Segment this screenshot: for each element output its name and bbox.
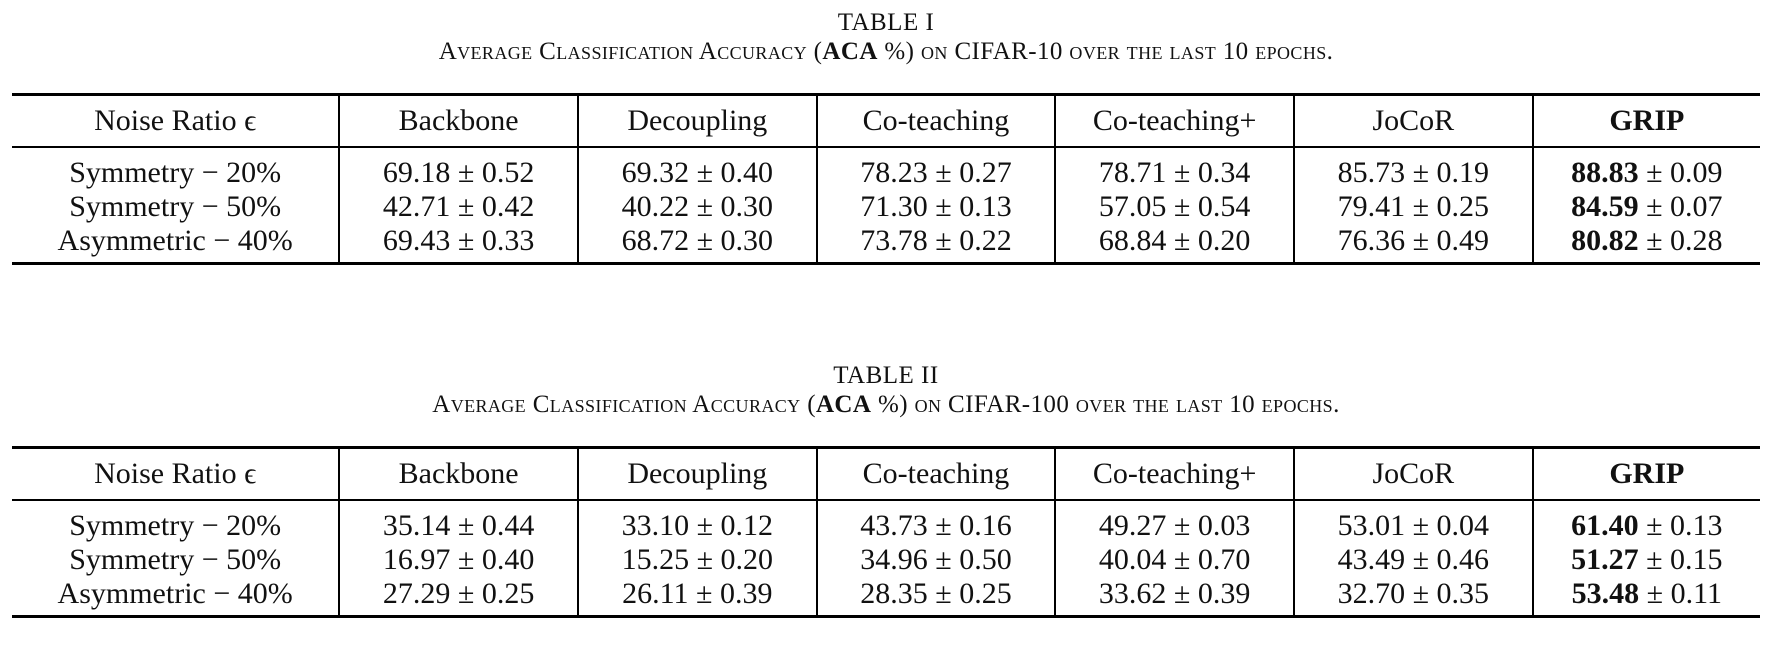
table-row xyxy=(12,543,1760,577)
backbone-cell: 42.71 ± 0.42 xyxy=(339,190,578,224)
noise-ratio-cell: Asymmetric − 40% xyxy=(57,577,293,610)
column-header-jocor: JoCoR xyxy=(1294,448,1533,501)
co-teaching-plus-cell: 40.04 ± 0.70 xyxy=(1055,543,1294,577)
column-header-grip: GRIP xyxy=(1533,95,1760,148)
co-teaching-cell: 43.73 ± 0.16 xyxy=(817,500,1056,543)
table-1 xyxy=(12,93,1760,265)
column-header-decoupling: Decoupling xyxy=(578,448,817,501)
decoupling-cell: 26.11 ± 0.39 xyxy=(578,577,817,617)
grip-best-mean: 61.40 xyxy=(1571,509,1639,542)
column-header-grip: GRIP xyxy=(1533,448,1760,501)
column-header-backbone: Backbone xyxy=(339,448,578,501)
table-1-title-suffix: %) on CIFAR-10 over the last 10 epochs. xyxy=(877,38,1334,65)
noise-ratio-cell: Symmetry − 50% xyxy=(69,190,282,223)
table-2-caption xyxy=(12,361,1760,419)
grip-cell xyxy=(1533,577,1760,617)
jocor-cell: 53.01 ± 0.04 xyxy=(1294,500,1533,543)
column-header-co-teaching-plus: Co-teaching+ xyxy=(1055,95,1294,148)
column-header-co-teaching: Co-teaching xyxy=(817,95,1056,148)
column-header-backbone: Backbone xyxy=(339,95,578,148)
grip-best-mean: 88.83 xyxy=(1571,156,1639,189)
jocor-cell: 76.36 ± 0.49 xyxy=(1294,224,1533,264)
co-teaching-plus-cell: 78.71 ± 0.34 xyxy=(1055,147,1294,190)
table-row xyxy=(12,224,1760,264)
column-header-jocor: JoCoR xyxy=(1294,95,1533,148)
grip-std: ± 0.09 xyxy=(1638,156,1723,189)
table-2-title-metric: ACA xyxy=(815,391,872,418)
co-teaching-plus-cell: 57.05 ± 0.54 xyxy=(1055,190,1294,224)
grip-best-mean: 51.27 xyxy=(1571,543,1639,576)
table-1-label: TABLE I xyxy=(837,9,935,36)
grip-best-mean: 80.82 xyxy=(1571,224,1639,257)
noise-ratio-cell: Symmetry − 20% xyxy=(69,156,282,189)
table-row xyxy=(12,577,1760,617)
jocor-cell: 79.41 ± 0.25 xyxy=(1294,190,1533,224)
backbone-cell: 69.18 ± 0.52 xyxy=(339,147,578,190)
table-2-title-suffix: %) on CIFAR-100 over the last 10 epochs. xyxy=(871,391,1340,418)
table-2 xyxy=(12,446,1760,618)
table-2-title xyxy=(12,390,1760,419)
table-2-block xyxy=(12,361,1760,618)
grip-std: ± 0.07 xyxy=(1638,190,1723,223)
decoupling-cell: 69.32 ± 0.40 xyxy=(578,147,817,190)
column-header-noise-ratio: Noise Ratio ϵ xyxy=(94,457,257,490)
decoupling-cell: 15.25 ± 0.20 xyxy=(578,543,817,577)
decoupling-cell: 33.10 ± 0.12 xyxy=(578,500,817,543)
noise-ratio-cell: Asymmetric − 40% xyxy=(57,224,293,257)
grip-cell xyxy=(1533,190,1760,224)
table-2-title-prefix: Average Classification Accuracy ( xyxy=(432,391,816,418)
noise-ratio-cell: Symmetry − 20% xyxy=(69,509,282,542)
table-1-caption xyxy=(12,8,1760,66)
backbone-cell: 27.29 ± 0.25 xyxy=(339,577,578,617)
co-teaching-plus-cell: 49.27 ± 0.03 xyxy=(1055,500,1294,543)
table-1-header-row xyxy=(12,95,1760,148)
backbone-cell: 69.43 ± 0.33 xyxy=(339,224,578,264)
decoupling-cell: 68.72 ± 0.30 xyxy=(578,224,817,264)
co-teaching-cell: 71.30 ± 0.13 xyxy=(817,190,1056,224)
grip-std: ± 0.11 xyxy=(1639,577,1723,610)
table-1-title-metric: ACA xyxy=(822,38,878,65)
grip-std: ± 0.13 xyxy=(1638,509,1723,542)
table-1-title xyxy=(12,37,1760,66)
noise-ratio-cell: Symmetry − 50% xyxy=(69,543,282,576)
decoupling-cell: 40.22 ± 0.30 xyxy=(578,190,817,224)
co-teaching-plus-cell: 68.84 ± 0.20 xyxy=(1055,224,1294,264)
jocor-cell: 43.49 ± 0.46 xyxy=(1294,543,1533,577)
grip-best-mean: 53.48 xyxy=(1571,577,1640,610)
jocor-cell: 85.73 ± 0.19 xyxy=(1294,147,1533,190)
table-row xyxy=(12,147,1760,190)
column-header-co-teaching-plus: Co-teaching+ xyxy=(1055,448,1294,501)
co-teaching-plus-cell: 33.62 ± 0.39 xyxy=(1055,577,1294,617)
table-1-block xyxy=(12,8,1760,265)
grip-std: ± 0.28 xyxy=(1638,224,1723,257)
grip-cell xyxy=(1533,147,1760,190)
grip-cell xyxy=(1533,543,1760,577)
grip-best-mean: 84.59 xyxy=(1571,190,1639,223)
column-header-decoupling: Decoupling xyxy=(578,95,817,148)
jocor-cell: 32.70 ± 0.35 xyxy=(1294,577,1533,617)
column-header-co-teaching: Co-teaching xyxy=(817,448,1056,501)
co-teaching-cell: 28.35 ± 0.25 xyxy=(817,577,1056,617)
grip-std: ± 0.15 xyxy=(1638,543,1723,576)
backbone-cell: 16.97 ± 0.40 xyxy=(339,543,578,577)
grip-cell xyxy=(1533,500,1760,543)
table-row xyxy=(12,500,1760,543)
column-header-noise-ratio: Noise Ratio ϵ xyxy=(94,104,257,137)
co-teaching-cell: 78.23 ± 0.27 xyxy=(817,147,1056,190)
table-2-label: TABLE II xyxy=(833,362,939,389)
co-teaching-cell: 73.78 ± 0.22 xyxy=(817,224,1056,264)
grip-cell xyxy=(1533,224,1760,264)
co-teaching-cell: 34.96 ± 0.50 xyxy=(817,543,1056,577)
backbone-cell: 35.14 ± 0.44 xyxy=(339,500,578,543)
table-1-title-prefix: Average Classification Accuracy ( xyxy=(438,38,823,65)
table-row xyxy=(12,190,1760,224)
table-2-header-row xyxy=(12,448,1760,501)
